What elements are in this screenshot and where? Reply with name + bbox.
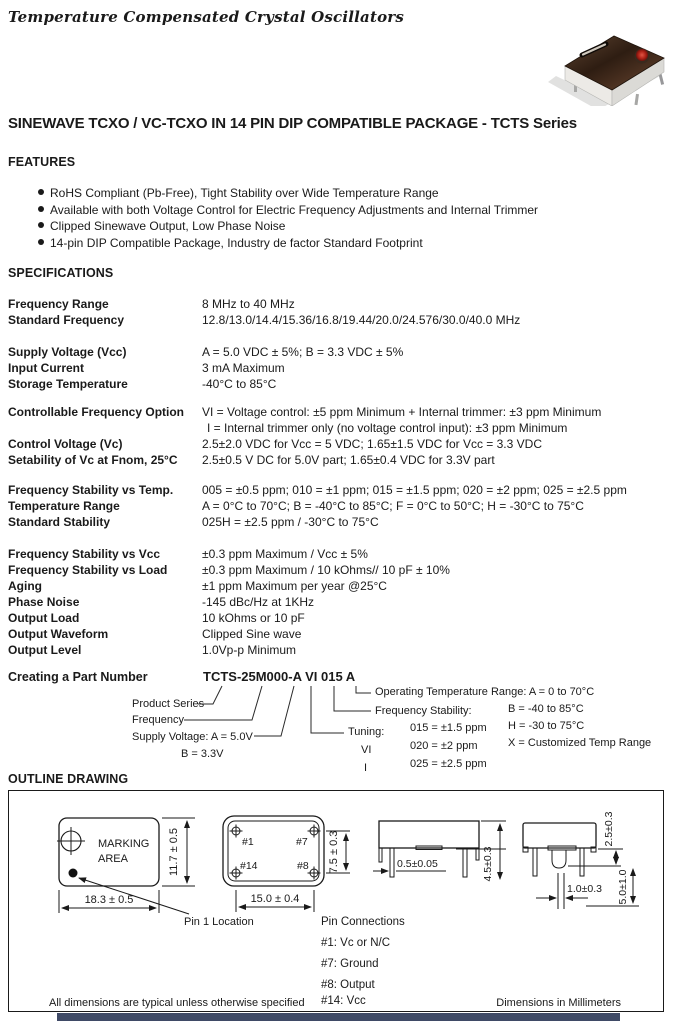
leader-stability	[334, 686, 371, 711]
spec-row	[8, 515, 668, 531]
dim-body-width: 18.3 ± 0.5	[84, 894, 134, 906]
main-heading: SINEWAVE TCXO / VC-TCXO IN 14 PIN DIP COMPATIBLE PACKAGE - TCTS Series	[8, 115, 577, 132]
feature-item	[8, 186, 648, 203]
photo-pin-front	[634, 94, 639, 105]
supply-voltage-label: Supply Voltage: A = 5.0V	[132, 731, 253, 743]
spec-value: VI = Voltage control: ±5 ppm Minimum + Internal trimmer: ±3 ppm Minimum	[202, 405, 602, 419]
dim-body-height: 11.7 ± 0.5	[168, 827, 180, 877]
spec-label: Control Voltage (Vc)	[8, 437, 123, 451]
spec-label: Frequency Stability vs Vcc	[8, 547, 161, 561]
spec-label: Frequency Stability vs Load	[8, 563, 168, 577]
bullet-icon	[38, 239, 44, 245]
footnote-right: Dimensions in Millimeters	[496, 997, 621, 1009]
temp-range-option: H = -30 to 75°C	[508, 720, 585, 732]
dim-pin-span-x: 15.0 ± 0.4	[250, 893, 300, 905]
leader-tuning	[311, 686, 344, 733]
spec-row	[8, 611, 668, 627]
feature-item	[8, 236, 648, 253]
spec-label: Input Current	[8, 361, 84, 375]
temp-range-label: Operating Temperature Range: A = 0 to 70°C	[375, 686, 595, 698]
stability-option: 025 = ±2.5 ppm	[410, 758, 487, 770]
marking-area-line2: AREA	[98, 853, 128, 865]
spec-value: A = 5.0 VDC ± 5%; B = 3.3 VDC ± 5%	[202, 345, 404, 359]
spec-label: Temperature Range	[8, 499, 120, 513]
feature-text: Available with both Voltage Control for Electric Frequency Adjustments and Internal Trimmer	[50, 202, 539, 217]
spec-value: -145 dBc/Hz at 1KHz	[202, 595, 315, 609]
spec-label: Output Level	[8, 643, 82, 657]
spec-value: 025H = ±2.5 ppm / -30°C to 75°C	[202, 515, 379, 529]
feature-item	[8, 219, 648, 236]
spec-row	[8, 313, 668, 329]
spec-label: Setability of Vc at Fnom, 25°C	[8, 453, 178, 467]
spec-label: Phase Noise	[8, 595, 80, 609]
spec-row	[8, 453, 668, 469]
bullet-icon	[38, 189, 44, 195]
spec-label: Frequency Stability vs Temp.	[8, 483, 174, 497]
spec-value: -40°C to 85°C	[202, 377, 277, 391]
part-number-heading: Creating a Part Number	[8, 670, 148, 684]
spec-value: 10 kOhms or 10 pF	[202, 611, 305, 625]
spec-label: Standard Stability	[8, 515, 111, 529]
spec-value: A = 0°C to 70°C; B = -40°C to 85°C; F = 0°C to 50°C; H = -30°C to 75°C	[202, 499, 584, 513]
spec-label: Controllable Frequency Option	[8, 405, 185, 419]
features-heading: FEATURES	[8, 155, 76, 169]
spec-label: Output Waveform	[8, 627, 109, 641]
stability-option: 020 = ±2 ppm	[410, 740, 478, 752]
spec-row	[8, 297, 668, 313]
spec-label: Frequency Range	[8, 297, 109, 311]
dim-standoff: 2.5±0.3	[603, 811, 615, 847]
spec-row	[8, 499, 668, 515]
specifications-table	[8, 297, 668, 659]
pin-label-14: #14	[240, 860, 258, 872]
leader-temp-range	[356, 686, 371, 693]
feature-text: RoHS Compliant (Pb-Free), Tight Stability over Wide Temperature Range	[50, 186, 439, 200]
spec-value: Clipped Sine wave	[202, 627, 302, 641]
pin-connection-item: #7: Ground	[321, 958, 379, 970]
spec-row	[8, 421, 668, 437]
feature-text: 14-pin DIP Compatible Package, Industry de factor Standard Footprint	[50, 235, 423, 250]
product-photo	[540, 22, 670, 106]
pin-connection-item: #8: Output	[321, 979, 375, 991]
spec-value: 12.8/13.0/14.4/15.36/16.8/19.44/20.0/24.576/30.0/40.0 MHz	[202, 313, 521, 327]
spec-label: Output Load	[8, 611, 80, 625]
supply-voltage-alt-label: B = 3.3V	[181, 748, 224, 760]
pin-label-7: #7	[296, 836, 308, 848]
marking-area-line1: MARKING	[98, 838, 150, 850]
dim-seated-height: 4.5±0.3	[482, 846, 494, 882]
spec-row	[8, 579, 668, 595]
specifications-heading: SPECIFICATIONS	[8, 266, 114, 280]
spec-row	[8, 643, 668, 659]
features-list	[8, 186, 648, 252]
part-number-example: TCTS-25M000-A VI 015 A	[203, 669, 356, 684]
footer-bar	[57, 1013, 620, 1021]
stability-option: 015 = ±1.5 ppm	[410, 722, 487, 734]
tuning-option: I	[364, 762, 368, 774]
spec-value: 2.5±2.0 VDC for Vcc = 5 VDC; 1.65±1.5 VDC for Vcc = 3.3 VDC	[202, 437, 542, 451]
spec-row	[8, 595, 668, 611]
tuning-label: Tuning:	[348, 726, 385, 738]
spec-row	[8, 627, 668, 643]
spec-label: Aging	[8, 579, 42, 593]
spec-value: ±0.3 ppm Maximum / 10 kOhms// 10 pF ± 10%	[202, 563, 450, 577]
spec-value: 3 mA Maximum	[202, 361, 285, 375]
pin-label-1: #1	[242, 836, 254, 848]
pin-connections-heading: Pin Connections	[321, 916, 405, 928]
pin1-location-label: Pin 1 Location	[184, 916, 254, 928]
spec-row	[8, 405, 668, 421]
spec-value: ±1 ppm Maximum per year @25°C	[202, 579, 387, 593]
temp-range-option: X = Customized Temp Range	[508, 737, 652, 749]
frequency-label: Frequency	[132, 714, 184, 726]
spec-label: Storage Temperature	[8, 377, 128, 391]
photo-trimmer-red-dot	[636, 49, 648, 61]
spec-row	[8, 547, 668, 563]
spec-row	[8, 377, 668, 393]
dim-pin-span-y: 7.5 ± 0.3	[328, 830, 340, 874]
pin-label-8: #8	[297, 860, 309, 872]
bullet-icon	[38, 222, 44, 228]
spec-row	[8, 563, 668, 579]
spec-value: 8 MHz to 40 MHz	[202, 297, 295, 311]
dim-pin-width: 0.5±0.05	[397, 858, 438, 870]
spec-value: 1.0Vp-p Minimum	[202, 643, 297, 657]
feature-text: Clipped Sinewave Output, Low Phase Noise	[50, 219, 286, 233]
dim-trimmer-width: 1.0±0.3	[567, 883, 602, 895]
doc-title: Temperature Compensated Crystal Oscillators	[8, 8, 405, 26]
product-series-label: Product Series	[132, 698, 205, 710]
feature-item	[8, 203, 648, 220]
spec-row	[8, 437, 668, 453]
spec-label: Standard Frequency	[8, 313, 125, 327]
spec-value: 2.5±0.5 V DC for 5.0V part; 1.65±0.4 VDC for 3.3V part	[202, 453, 495, 467]
bullet-icon	[38, 206, 44, 212]
pin1-dot	[69, 869, 78, 878]
spec-row	[8, 483, 668, 499]
spec-row	[8, 361, 668, 377]
outline-drawing	[9, 791, 663, 1011]
temp-range-option: B = -40 to 85°C	[508, 703, 584, 715]
spec-label: Supply Voltage (Vcc)	[8, 345, 127, 359]
tuning-option: VI	[361, 744, 372, 756]
outline-drawing-box	[8, 790, 664, 1012]
pin-connection-item: #14: Vcc	[321, 995, 366, 1007]
footnote-left: All dimensions are typical unless otherwise specified	[49, 997, 305, 1009]
dim-pin-length: 5.0±1.0	[617, 869, 629, 905]
stability-label: Frequency Stability:	[375, 705, 472, 717]
spec-value: 005 = ±0.5 ppm; 010 = ±1 ppm; 015 = ±1.5 ppm; 020 = ±2 ppm; 025 = ±2.5 ppm	[202, 483, 627, 497]
spec-value: I = Internal trimmer only (no voltage control input): ±3 ppm Minimum	[207, 421, 568, 435]
pin-connection-item: #1: Vc or N/C	[321, 937, 391, 949]
spec-row	[8, 345, 668, 361]
outline-heading: OUTLINE DRAWING	[8, 772, 129, 786]
spec-value: ±0.3 ppm Maximum / Vcc ± 5%	[202, 547, 368, 561]
